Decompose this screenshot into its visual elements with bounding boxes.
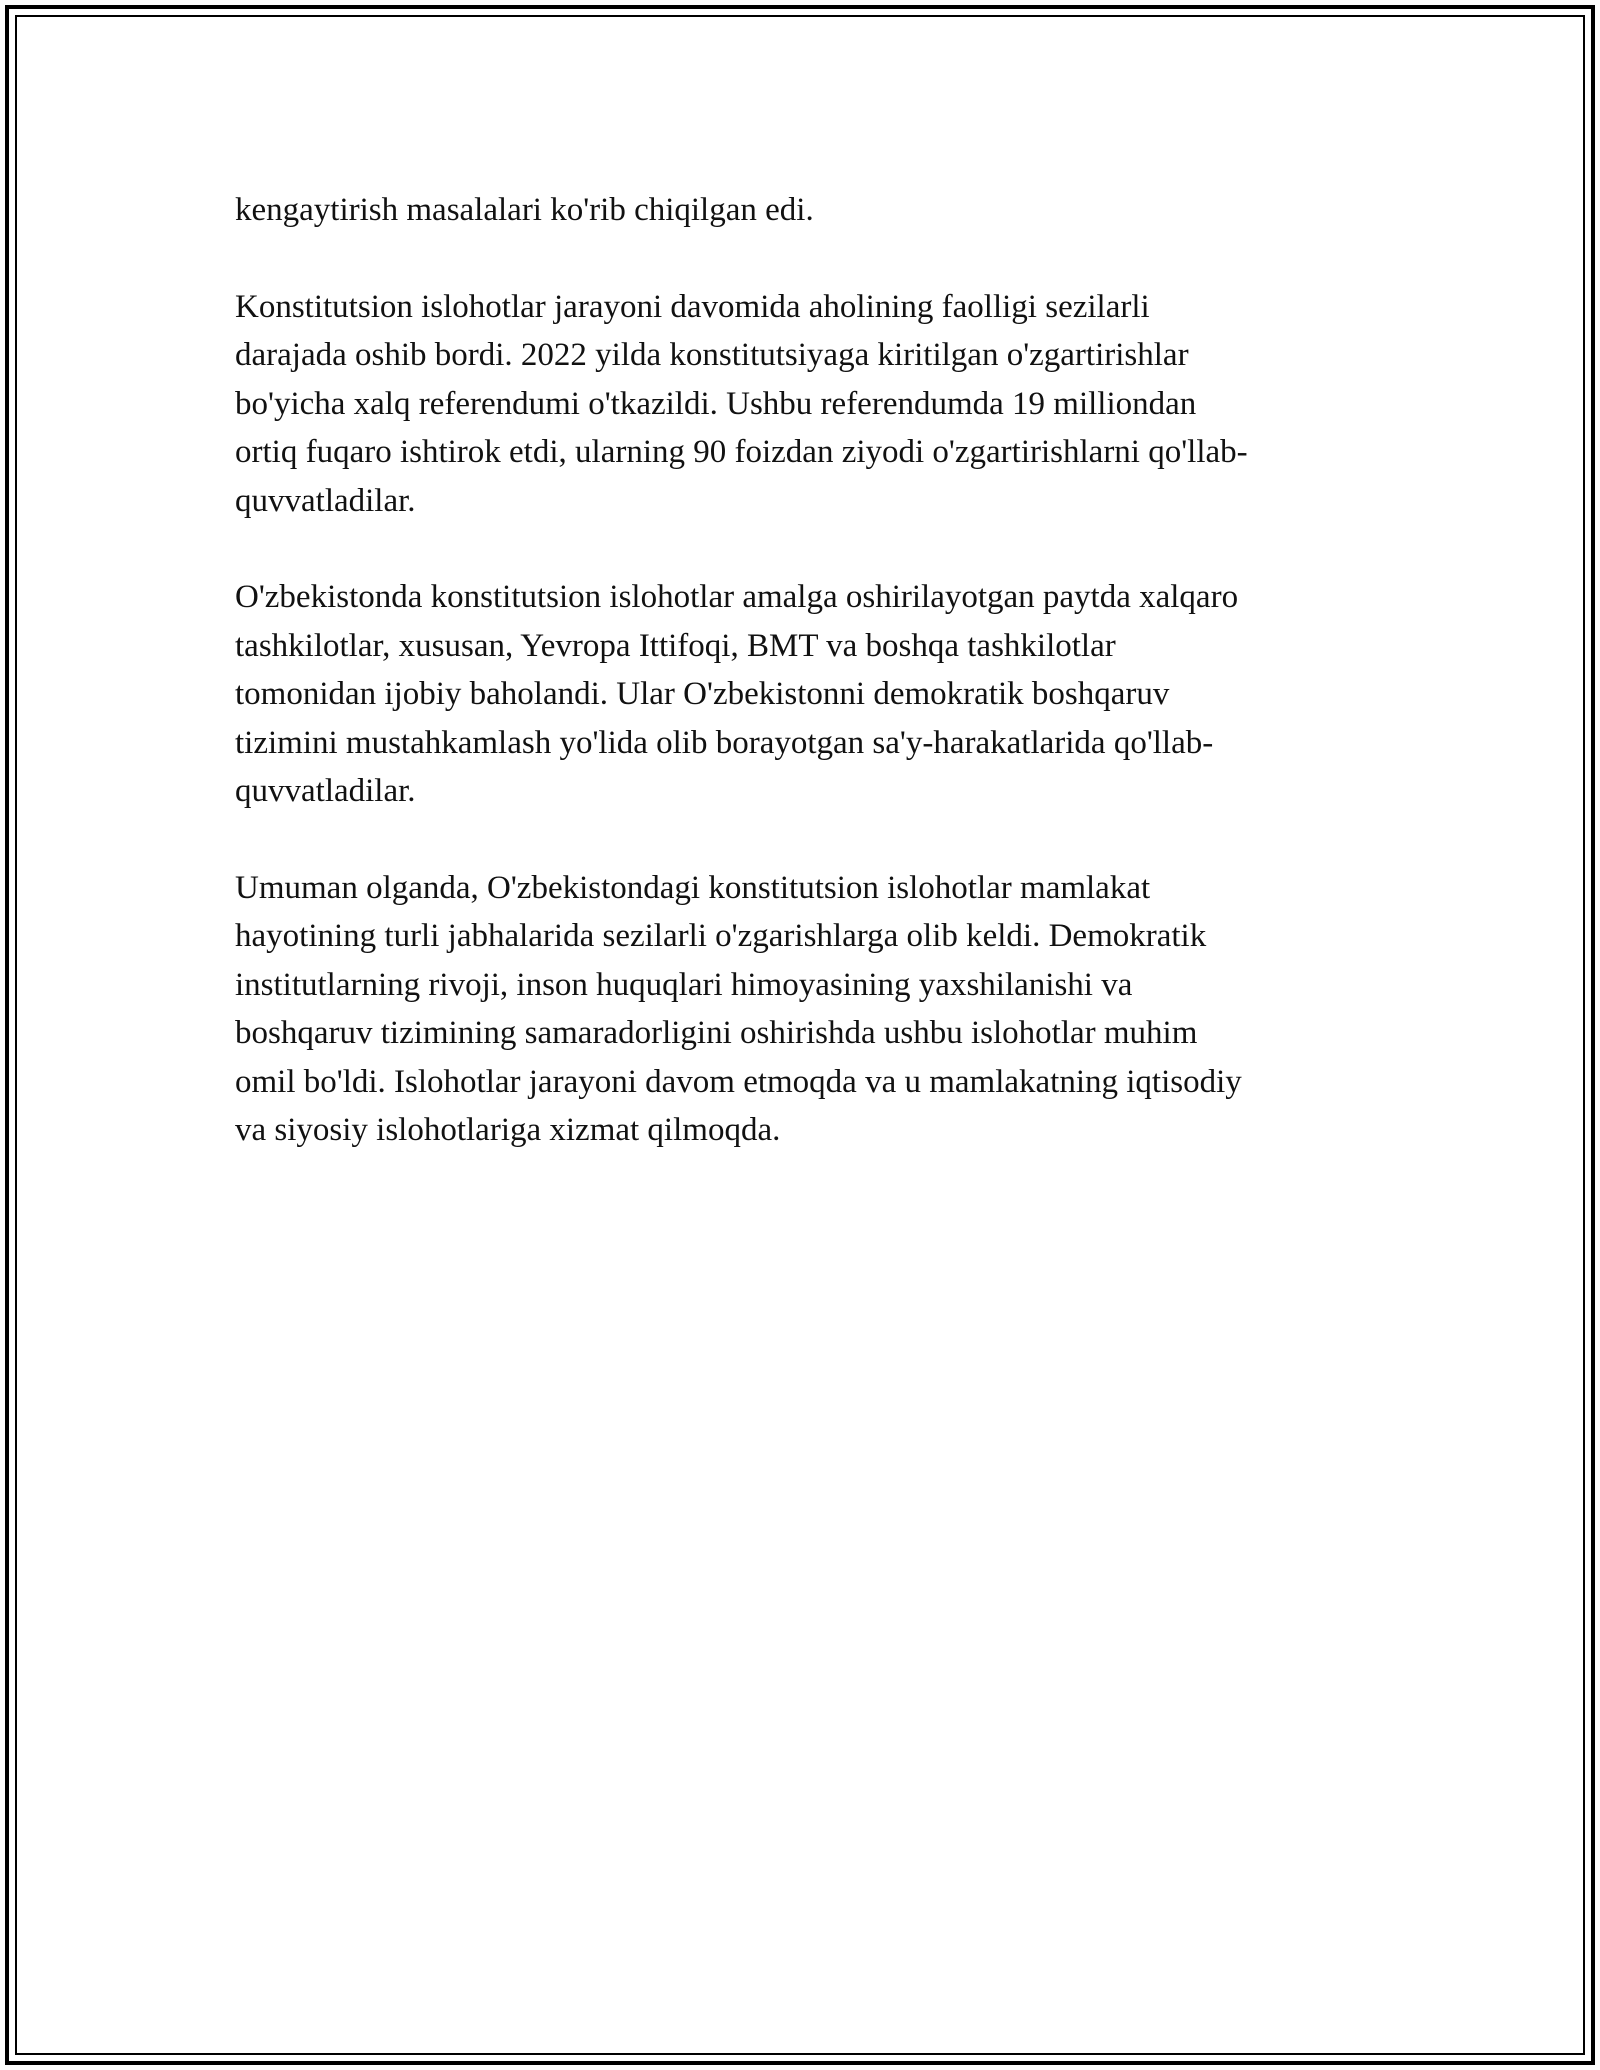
paragraph-3	[235, 573, 1375, 816]
text-line: tizimini mustahkamlash yo'lida olib borayotgan sa'y-harakatlarida qo'llab-	[235, 724, 1214, 761]
text-line: quvvatladilar.	[235, 773, 416, 809]
text-line: va siyosiy islohotlariga xizmat qilmoqda.	[235, 1112, 781, 1148]
text-line: O'zbekistonda konstitutsion islohotlar amalga oshirilayotgan paytda xalqaro	[235, 579, 1239, 615]
text-line: bo'yicha xalq referendumi o'tkazildi. Ushbu referendumda 19 milliondan	[235, 385, 1197, 422]
text-line: boshqaruv tizimining samaradorligini oshirishda ushbu islohotlar muhim	[235, 1015, 1198, 1051]
text-line: institutlarning rivoji, inson huquqlari himoyasining yaxshilanishi va	[235, 966, 1133, 1003]
paragraph-4	[235, 864, 1375, 1155]
document-body	[235, 186, 1375, 1203]
text-line: kengaytirish masalalari ko'rib chiqilgan edi.	[235, 192, 814, 228]
text-line: tashkilotlar, xususan, Yevropa Ittifoqi, BMT va boshqa tashkilotlar	[235, 627, 1116, 664]
text-line: Umuman olganda, O'zbekistondagi konstitutsion islohotlar mamlakat	[235, 869, 1151, 906]
text-line: Konstitutsion islohotlar jarayoni davomida aholining faolligi sezilarli	[235, 288, 1150, 325]
paragraph-2	[235, 283, 1375, 526]
text-line: hayotining turli jabhalarida sezilarli o'zgarishlarga olib keldi. Demokratik	[235, 918, 1207, 954]
text-line: quvvatladilar.	[235, 482, 416, 519]
text-line: ortiq fuqaro ishtirok etdi, ularning 90 foizdan ziyodi o'zgartirishlarni qo'llab-	[235, 434, 1248, 470]
text-line: darajada oshib bordi. 2022 yilda konstitutsiyaga kiritilgan o'zgartirishlar	[235, 337, 1189, 373]
text-line: tomonidan ijobiy baholandi. Ular O'zbekistonni demokratik boshqaruv	[235, 676, 1170, 712]
text-line: omil bo'ldi. Islohotlar jarayoni davom etmoqda va u mamlakatning iqtisodiy	[235, 1063, 1242, 1100]
paragraph-1	[235, 186, 1375, 235]
